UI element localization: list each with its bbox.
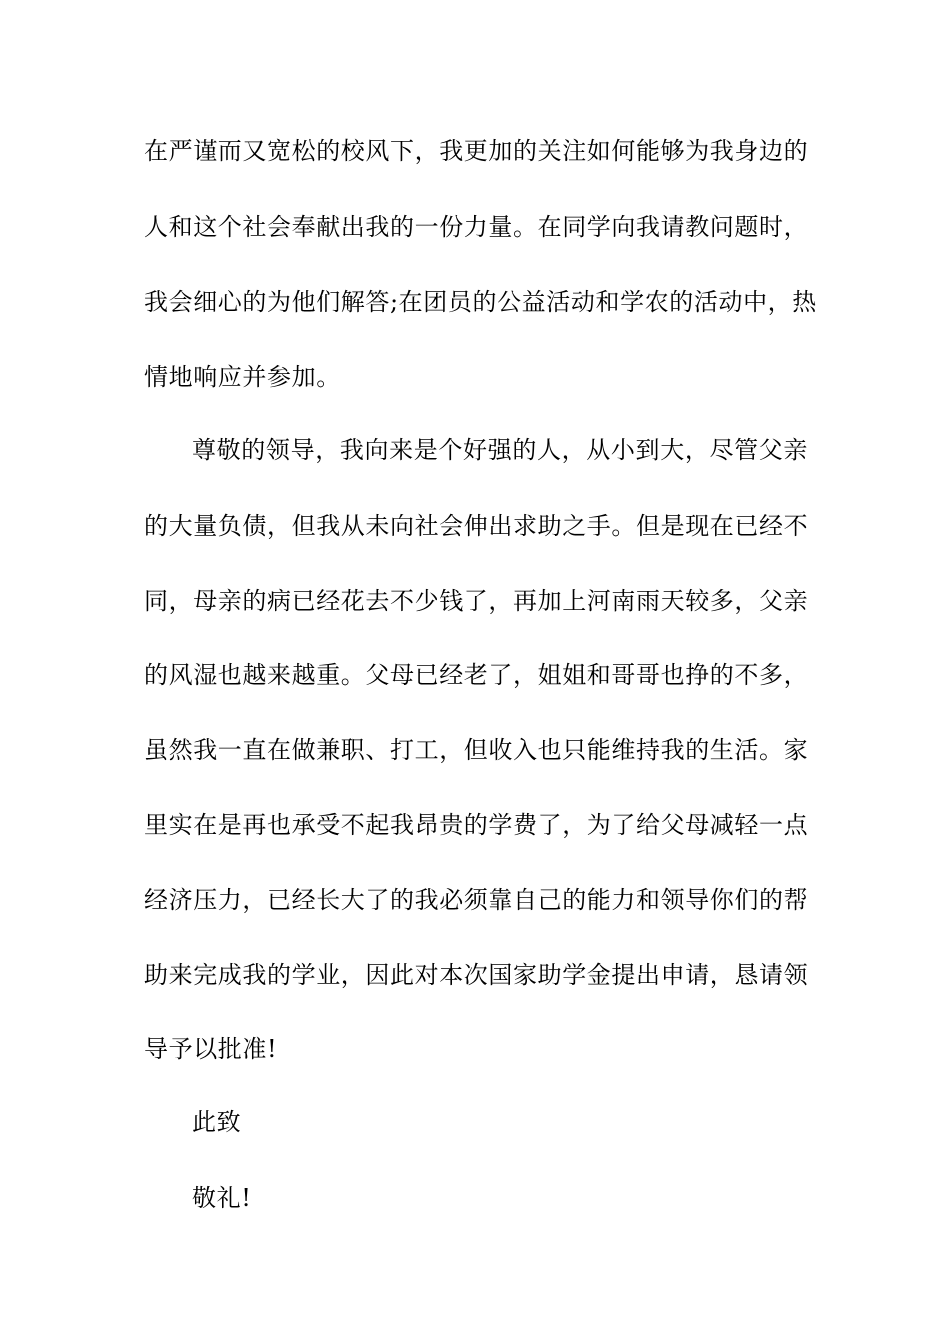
paragraph-2-line-1: 尊敬的领导，我向来是个好强的人，从小到大，尽管父亲 — [192, 436, 808, 464]
paragraph-1-line-2: 人和这个社会奉献出我的一份力量。在同学向我请教问题时， — [144, 213, 809, 241]
paragraph-2-line-9: 导予以批准! — [144, 1035, 278, 1063]
paragraph-2-line-7: 经济压力，已经长大了的我必须靠自己的能力和领导你们的帮 — [144, 886, 809, 914]
closing-regards: 敬礼! — [192, 1184, 252, 1212]
closing-salutation: 此致 — [192, 1108, 242, 1136]
paragraph-2-line-6: 里实在是再也承受不起我昂贵的学费了，为了给父母减轻一点 — [144, 811, 809, 839]
paragraph-2-line-5: 虽然我一直在做兼职、打工，但收入也只能维持我的生活。家 — [144, 736, 809, 764]
paragraph-1-line-4: 情地响应并参加。 — [144, 363, 341, 391]
paragraph-2-line-4: 的风湿也越来越重。父母已经老了，姐姐和哥哥也挣的不多， — [144, 661, 809, 689]
paragraph-2-line-2: 的大量负债，但我从未向社会伸出求助之手。但是现在已经不 — [144, 512, 809, 540]
paragraph-2-line-3: 同，母亲的病已经花去不少钱了，再加上河南雨天较多，父亲 — [144, 587, 809, 615]
paragraph-1-line-1: 在严谨而又宽松的校风下，我更加的关注如何能够为我身边的 — [144, 137, 809, 165]
paragraph-1-line-3: 我会细心的为他们解答;在团员的公益活动和学农的活动中，热 — [144, 288, 817, 316]
paragraph-2-line-8: 助来完成我的学业，因此对本次国家助学金提出申请，恳请领 — [144, 961, 809, 989]
